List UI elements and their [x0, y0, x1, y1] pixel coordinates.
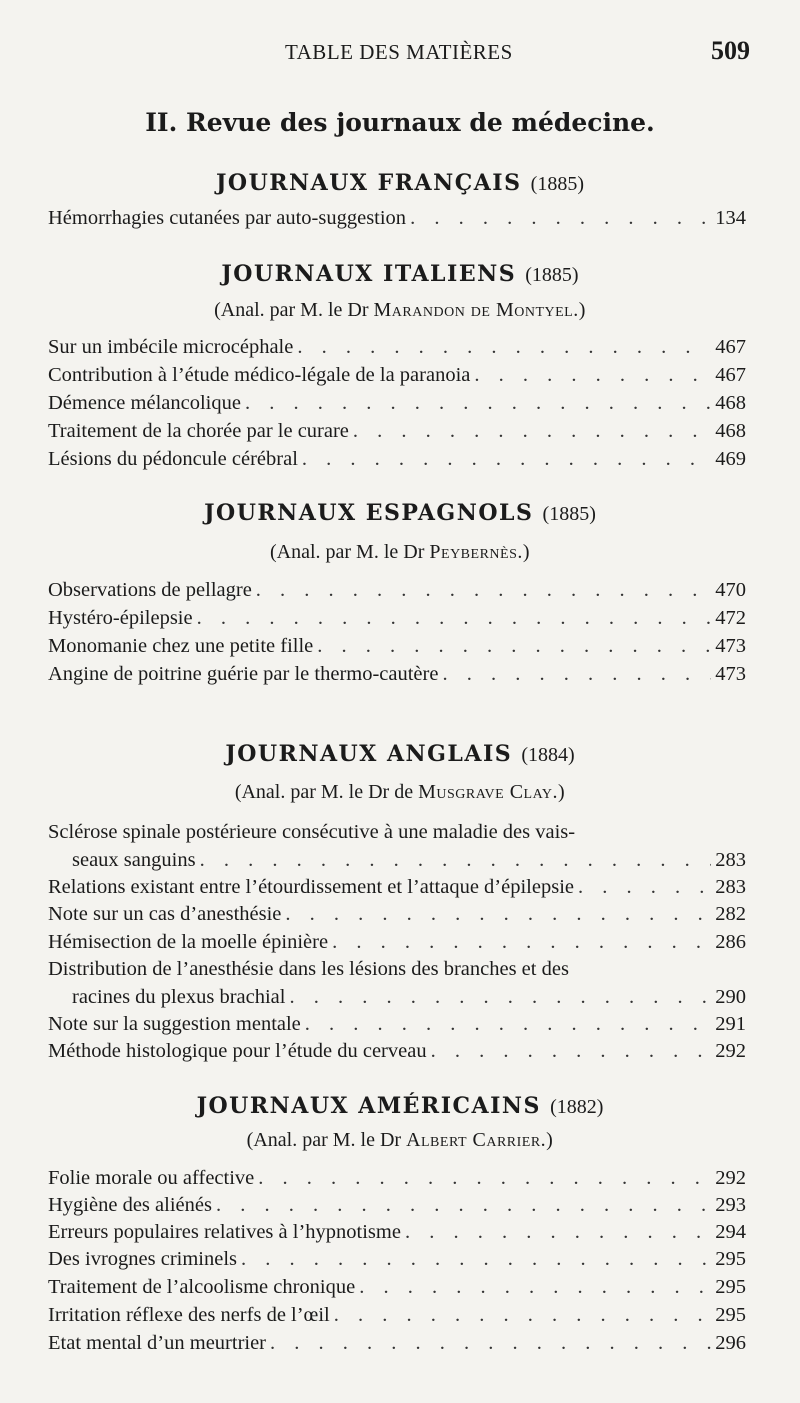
- toc-entry: [48, 364, 746, 390]
- dot-leader: [200, 849, 712, 872]
- dot-leader: [442, 663, 711, 686]
- entry-label: Démence mélancolique: [48, 392, 241, 414]
- toc-entry: [48, 876, 746, 902]
- reviewer-name: Musgrave Clay.): [418, 781, 566, 803]
- entry-page: 295: [715, 1304, 746, 1326]
- entry-page: 283: [715, 849, 746, 871]
- entry-page: 469: [715, 448, 746, 470]
- entry-label: Relations existant entre l’étourdissement et l’attaque d’épilepsie: [48, 876, 574, 898]
- entry-page: 296: [715, 1332, 746, 1354]
- section-year: (1885): [525, 264, 579, 286]
- dot-leader: [317, 635, 711, 658]
- entry-page: 295: [715, 1276, 746, 1298]
- entry-label: Contribution à l’étude médico-légale de la paranoia: [48, 364, 471, 386]
- entry-page: 291: [715, 1013, 746, 1035]
- entry-label: Hygiène des aliénés: [48, 1194, 212, 1216]
- dot-leader: [405, 1221, 711, 1244]
- dot-leader: [270, 1332, 711, 1355]
- toc-entry: [48, 448, 746, 474]
- entry-page: 282: [715, 903, 746, 925]
- section-title: JOURNAUX ITALIENS: [221, 261, 517, 287]
- part-heading: II. Revue des journaux de médecine.: [145, 108, 655, 137]
- dot-leader: [332, 931, 711, 954]
- toc-entry: [48, 1221, 746, 1247]
- dot-leader: [289, 986, 711, 1009]
- section-title: JOURNAUX FRANÇAIS: [216, 170, 522, 196]
- entry-label: Lésions du pédoncule cérébral: [48, 448, 298, 470]
- entry-label: Folie morale ou affective: [48, 1167, 255, 1189]
- reviewer-prefix: (Anal. par M. le Dr: [246, 1129, 402, 1151]
- toc-entry: [48, 207, 746, 233]
- dot-leader: [474, 364, 711, 387]
- toc-entry-first-line: Distribution de l’anesthésie dans les lésions des branches et des: [48, 958, 569, 980]
- section-year: (1885): [542, 503, 596, 525]
- section-heading-anglais: [0, 741, 800, 767]
- entry-page: 473: [715, 663, 746, 685]
- entry-label: Observations de pellagre: [48, 579, 252, 601]
- section-heading-americains: [0, 1093, 800, 1119]
- entry-page: 473: [715, 635, 746, 657]
- dot-leader: [245, 392, 711, 415]
- entry-page: 292: [715, 1167, 746, 1189]
- entry-page: 295: [715, 1248, 746, 1270]
- entry-page: 283: [715, 876, 746, 898]
- toc-entry: [48, 1332, 746, 1358]
- dot-leader: [216, 1194, 711, 1217]
- entry-label: Note sur la suggestion mentale: [48, 1013, 301, 1035]
- entry-page: 290: [715, 986, 746, 1008]
- toc-entry: [48, 1013, 746, 1039]
- dot-leader: [305, 1013, 711, 1036]
- toc-entry: [48, 931, 746, 957]
- dot-leader: [285, 903, 711, 926]
- section-year: (1885): [530, 173, 584, 195]
- reviewer-prefix: (Anal. par M. le Dr: [269, 541, 425, 563]
- entry-label: Hémisection de la moelle épinière: [48, 931, 329, 953]
- entry-label: Monomanie chez une petite fille: [48, 635, 314, 657]
- entry-page: 294: [715, 1221, 746, 1243]
- entry-label: Méthode histologique pour l’étude du cerveau: [48, 1040, 427, 1062]
- dot-leader: [353, 420, 711, 443]
- entry-page: 468: [715, 392, 746, 414]
- running-title: TABLE DES MATIÈRES: [285, 40, 513, 64]
- page-number: 509: [711, 36, 750, 65]
- toc-entry: [48, 1276, 746, 1302]
- entry-label: Traitement de la chorée par le curare: [48, 420, 349, 442]
- entry-label: Erreurs populaires relatives à l’hypnotisme: [48, 1221, 401, 1243]
- toc-entry: [48, 663, 746, 689]
- toc-entry: [48, 392, 746, 418]
- entry-page: 468: [715, 420, 746, 442]
- section-title: JOURNAUX ESPAGNOLS: [204, 500, 534, 526]
- toc-entry: [48, 579, 746, 605]
- reviewer-name: Peybernès.): [429, 541, 531, 563]
- reviewer-line: [0, 781, 800, 804]
- dot-leader: [578, 876, 711, 899]
- reviewer-name: Marandon de Montyel.): [373, 299, 586, 321]
- dot-leader: [410, 207, 711, 230]
- dot-leader: [258, 1167, 711, 1190]
- section-year: (1884): [521, 744, 575, 766]
- entry-page: 286: [715, 931, 746, 953]
- toc-entry: [48, 607, 746, 633]
- toc-entry: [48, 903, 746, 929]
- reviewer-prefix: (Anal. par M. le Dr: [214, 299, 369, 321]
- section-heading-espagnols: [0, 500, 800, 526]
- entry-page: 292: [715, 1040, 746, 1062]
- entry-page: 470: [715, 579, 746, 601]
- section-heading-italiens: [0, 261, 800, 287]
- entry-label: Etat mental d’un meurtrier: [48, 1332, 267, 1354]
- dot-leader: [297, 336, 711, 359]
- entry-page: 134: [715, 207, 746, 229]
- entry-page: 293: [715, 1194, 746, 1216]
- reviewer-name: Albert Carrier.): [406, 1129, 554, 1151]
- dot-leader: [359, 1276, 711, 1299]
- toc-entry: [48, 1304, 746, 1330]
- entry-label: Des ivrognes criminels: [48, 1248, 238, 1270]
- section-year: (1882): [550, 1096, 604, 1118]
- section-title: JOURNAUX AMÉRICAINS: [196, 1093, 541, 1119]
- toc-entry: [48, 336, 746, 362]
- section-heading-francais: [0, 170, 800, 196]
- entry-label: Hémorrhagies cutanées par auto-suggestion: [48, 207, 407, 229]
- dot-leader: [302, 448, 711, 471]
- toc-entry: [72, 986, 746, 1012]
- entry-label: Angine de poitrine guérie par le thermo-cautère: [48, 663, 439, 685]
- toc-entry: [48, 1194, 746, 1220]
- dot-leader: [256, 579, 711, 602]
- entry-page: 472: [715, 607, 746, 629]
- toc-entry: [72, 849, 746, 875]
- dot-leader: [431, 1040, 712, 1063]
- toc-entry: [48, 1167, 746, 1193]
- dot-leader: [241, 1248, 711, 1271]
- dot-leader: [197, 607, 712, 630]
- reviewer-line: [0, 299, 800, 322]
- entry-label: Sur un imbécile microcéphale: [48, 336, 294, 358]
- entry-label: Note sur un cas d’anesthésie: [48, 903, 282, 925]
- entry-page: 467: [715, 336, 746, 358]
- entry-label: Hystéro-épilepsie: [48, 607, 193, 629]
- reviewer-line: [0, 1129, 800, 1152]
- reviewer-prefix: (Anal. par M. le Dr de: [234, 781, 414, 803]
- toc-entry-first-line: Sclérose spinale postérieure consécutive à une maladie des vais-: [48, 821, 576, 843]
- toc-entry: [48, 1040, 746, 1066]
- toc-entry: [48, 635, 746, 661]
- page-header: [0, 36, 800, 70]
- entry-label: seaux sanguins: [72, 849, 196, 871]
- toc-entry: [48, 1248, 746, 1274]
- entry-page: 467: [715, 364, 746, 386]
- reviewer-line: [0, 541, 800, 564]
- toc-entry: [48, 420, 746, 446]
- section-title: JOURNAUX ANGLAIS: [225, 741, 513, 767]
- dot-leader: [334, 1304, 711, 1327]
- entry-label: racines du plexus brachial: [72, 986, 286, 1008]
- entry-label: Traitement de l’alcoolisme chronique: [48, 1276, 356, 1298]
- entry-label: Irritation réflexe des nerfs de l’œil: [48, 1304, 330, 1326]
